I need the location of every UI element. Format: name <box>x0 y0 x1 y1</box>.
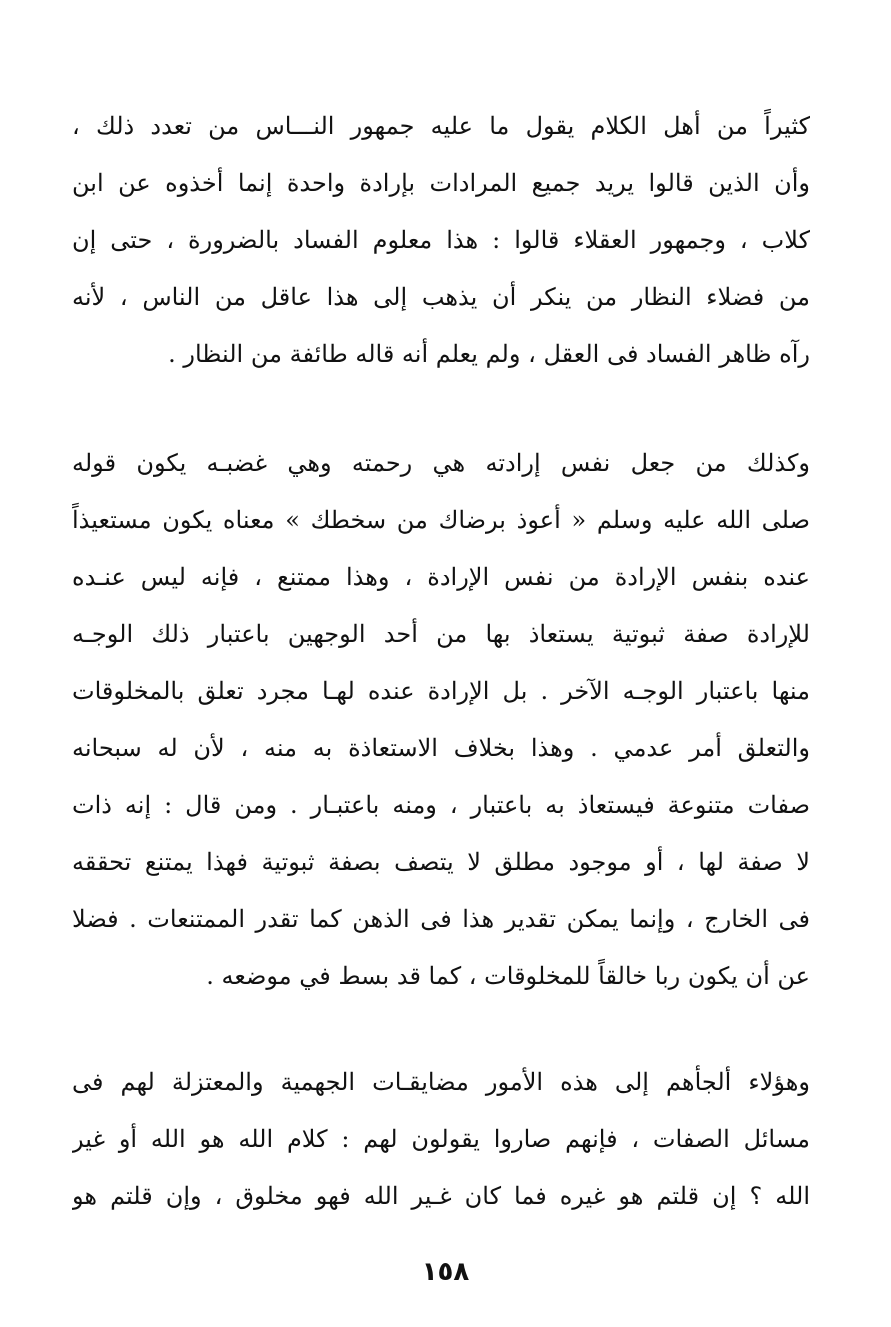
paragraph-2-line-1: وكذلك من جعل نفس إرادته هي رحمته وهي غضبـه يكون قوله <box>72 449 810 477</box>
paragraph-1-line-2: وأن الذين قالوا يريد جميع المرادات بإرادة واحدة إنما أخذوه عن ابن <box>72 169 810 197</box>
paragraph-3 <box>72 1054 810 1225</box>
paragraph-2-line-8: لا صفة لها ، أو موجود مطلق لا يتصف بصفة ثبوتية فهذا يمتنع تحققه <box>72 848 810 876</box>
paragraph-1 <box>72 98 810 383</box>
paragraph-1-line-4: من فضلاء النظار من ينكر أن يذهب إلى هذا عاقل من الناس ، لأنه <box>72 283 810 311</box>
paragraph-1-line-1: كثيراً من أهل الكلام يقول ما عليه جمهور النـــاس من تعدد ذلك ، <box>72 112 810 140</box>
paragraph-3-line-3: الله ؟ إن قلتم هو غيره فما كان غـير الله فهو مخلوق ، وإن قلتم هو <box>72 1182 810 1210</box>
paragraph-2-line-9: فى الخارج ، وإنما يمكن تقدير هذا فى الذهن كما تقدر الممتنعات . فضلا <box>72 905 810 933</box>
paragraph-2-line-10: عن أن يكون ربا خالقاً للمخلوقات ، كما قد بسط في موضعه . <box>206 962 810 990</box>
paragraph-2-line-7: صفات متنوعة فيستعاذ به باعتبار ، ومنه باعتبـار . ومن قال : إنه ذات <box>72 791 810 819</box>
paragraph-2-line-4: للإرادة صفة ثبوتية يستعاذ بها من أحد الوجهين باعتبار ذلك الوجـه <box>72 620 810 648</box>
paragraph-2-line-2: صلى الله عليه وسلم « أعوذ برضاك من سخطك » معناه يكون مستعيذاً <box>72 506 810 534</box>
paragraph-3-line-1: وهؤلاء ألجأهم إلى هذه الأمور مضايقـات الجهمية والمعتزلة لهم فى <box>72 1068 810 1096</box>
paragraph-2 <box>72 435 810 1005</box>
paragraph-3-line-2: مسائل الصفات ، فإنهم صاروا يقولون لهم : كلام الله هو الله أو غير <box>72 1125 810 1153</box>
paragraph-1-line-5: رآه ظاهر الفساد فى العقل ، ولم يعلم أنه قاله طائفة من النظار . <box>168 340 810 368</box>
paragraph-2-line-3: عنده بنفس الإرادة من نفس الإرادة ، وهذا ممتنع ، فإنه ليس عنـده <box>72 563 810 591</box>
paragraph-2-line-6: والتعلق أمر عدمي . وهذا بخلاف الاستعاذة به منه ، لأن له سبحانه <box>72 734 810 762</box>
page-number: ١٥٨ <box>421 1257 470 1287</box>
paragraph-2-line-5: منها باعتبار الوجـه الآخر . بل الإرادة عنده لهـا مجرد تعلق بالمخلوقات <box>72 677 810 705</box>
paragraph-1-line-3: كلاب ، وجمهور العقلاء قالوا : هذا معلوم الفساد بالضرورة ، حتى إن <box>72 226 810 254</box>
